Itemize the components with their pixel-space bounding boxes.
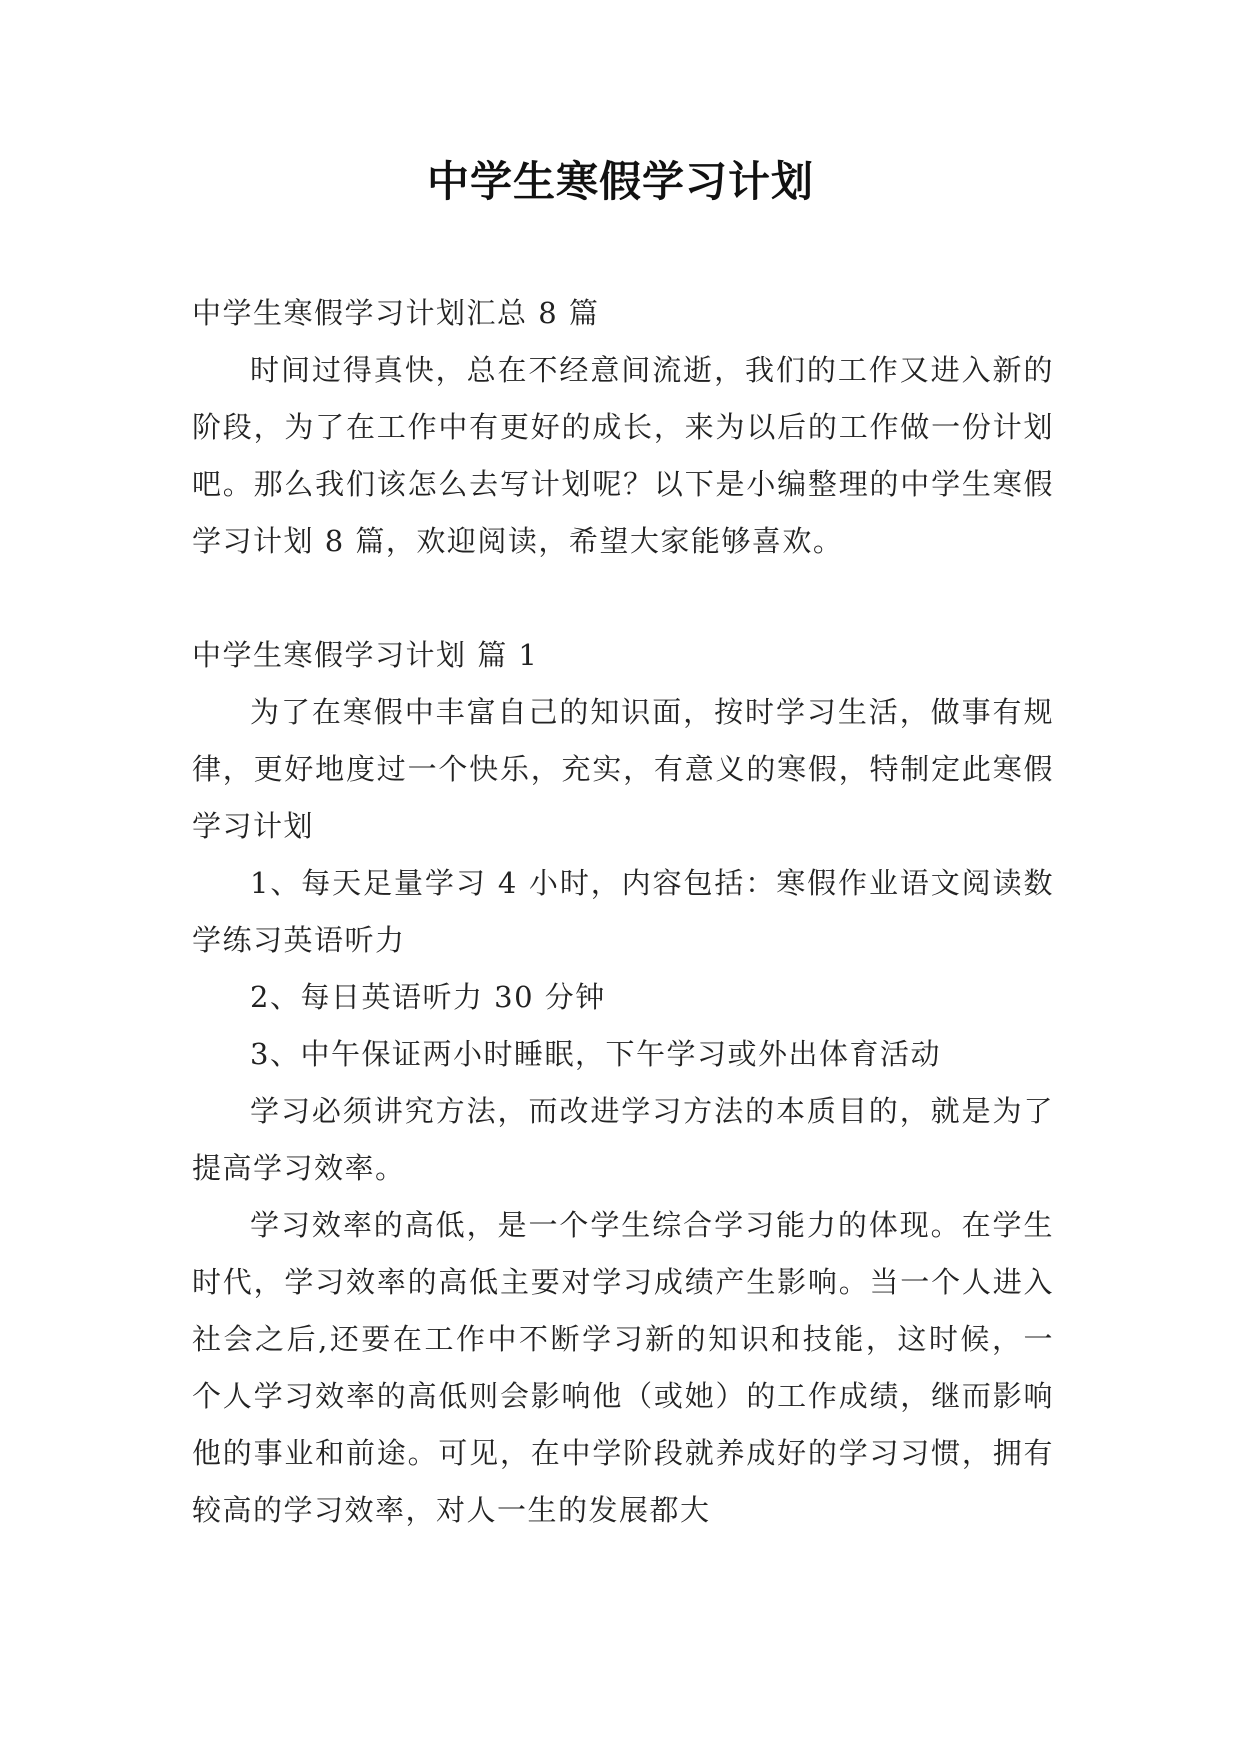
body-paragraph: 学习效率的高低，是一个学生综合学习能力的体现。在学生时代，学习效率的高低主要对学习成绩产生影响。当一个人进入社会之后,还要在工作中不断学习新的知识和技能，这时候，一个人学习效率的高低则会影响他（或她）的工作成绩，继而影响他的事业和前途。可见，在中学阶段就养成好的学习习惯，拥有较高的学习效率，对人一生的发展都大 — [192, 1208, 1054, 1527]
document-subtitle: 中学生寒假学习计划汇总 8 篇 — [192, 296, 600, 330]
document-title: 中学生寒假学习计划 — [426, 157, 814, 206]
list-item: 3、中午保证两小时睡眠，下午学习或外出体育活动 — [250, 1037, 941, 1071]
body-paragraph: 学习必须讲究方法，而改进学习方法的本质目的，就是为了提高学习效率。 — [192, 1094, 1054, 1185]
list-item: 1、每天足量学习 4 小时，内容包括：寒假作业语文阅读数学练习英语听力 — [192, 866, 1054, 957]
list-item: 2、每日英语听力 30 分钟 — [250, 980, 606, 1014]
paragraph-gap — [192, 570, 1054, 627]
intro-paragraph: 时间过得真快，总在不经意间流逝，我们的工作又进入新的阶段，为了在工作中有更好的成长，来为以后的工作做一份计划吧。那么我们该怎么去写计划呢？以下是小编整理的中学生寒假学习计划 8 篇，欢迎阅读，希望大家能够喜欢。 — [192, 353, 1054, 558]
section-heading: 中学生寒假学习计划 篇 1 — [192, 638, 539, 672]
document-body — [192, 285, 1054, 1539]
body-paragraph: 为了在寒假中丰富自己的知识面，按时学习生活，做事有规律，更好地度过一个快乐，充实，有意义的寒假，特制定此寒假学习计划 — [192, 695, 1054, 843]
